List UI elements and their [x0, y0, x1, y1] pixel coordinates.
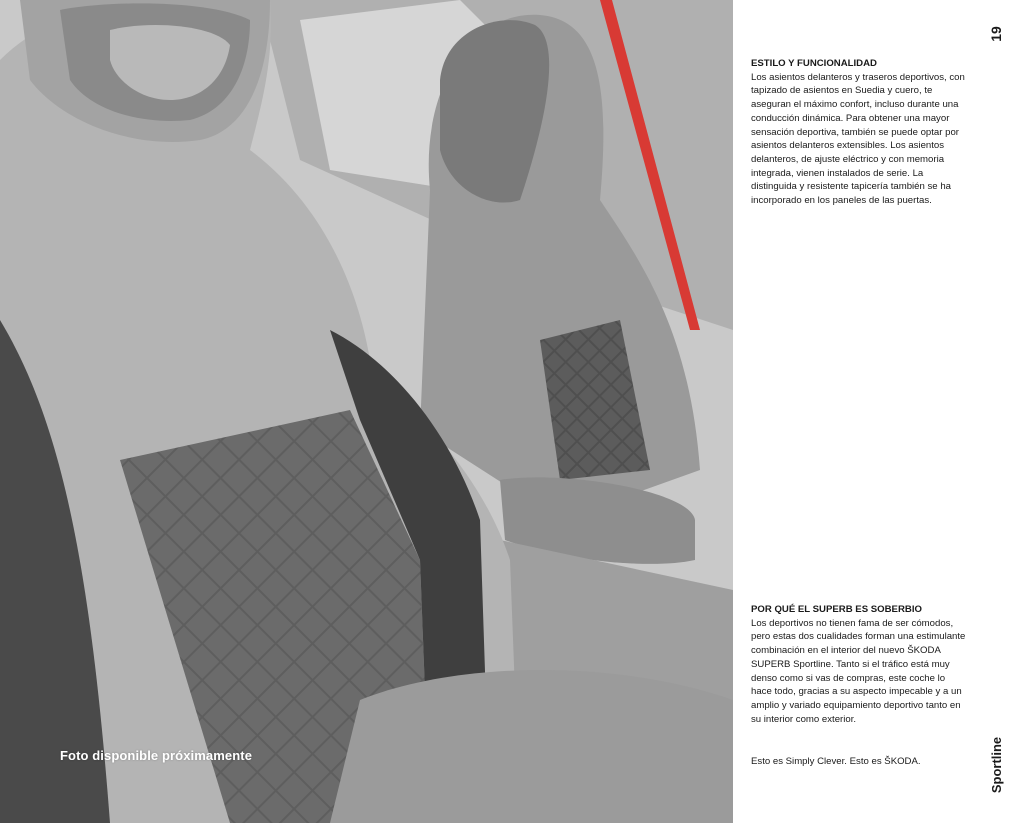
page-number: 19 — [988, 26, 1004, 42]
block-heading: ESTILO Y FUNCIONALIDAD — [751, 58, 877, 69]
block-body: Los asientos delanteros y traseros deportivos, con tapizado de asientos en Suedia y cuero, te aseguran el máximo confort, incluso durante una conducción dinámica. Para obtener una mayor sensación deportiva, también se puede optar por asientos delanteros extensibles. Los asientos delanteros, de ajuste eléctrico y con memoria integrada, vienen instalados de serie. La distinguida y resistente tapicería también se ha incorporado en los paneles de las puertas. — [751, 71, 965, 207]
text-block-estilo — [751, 57, 966, 208]
text-block-superb — [751, 603, 966, 726]
block-heading: POR QUÉ EL SUPERB ES SOBERBIO — [751, 604, 922, 615]
section-label: Sportline — [989, 736, 1004, 794]
block-body: Los deportivos no tienen fama de ser cómodos, pero estas dos cualidades forman una estimulante combinación en el interior del nuevo ŠKODA SUPERB Sportline. Tanto si el tráfico está muy denso como si vas de compras, este coche lo hace todo, gracias a su aspecto impecable y a un amplio y variado equipamiento deportivo tanto en su interior como exterior. — [751, 617, 966, 725]
closing-tagline: Esto es Simply Clever. Esto es ŠKODA. — [751, 756, 921, 767]
photo-caption: Foto disponible próximamente — [60, 748, 253, 763]
